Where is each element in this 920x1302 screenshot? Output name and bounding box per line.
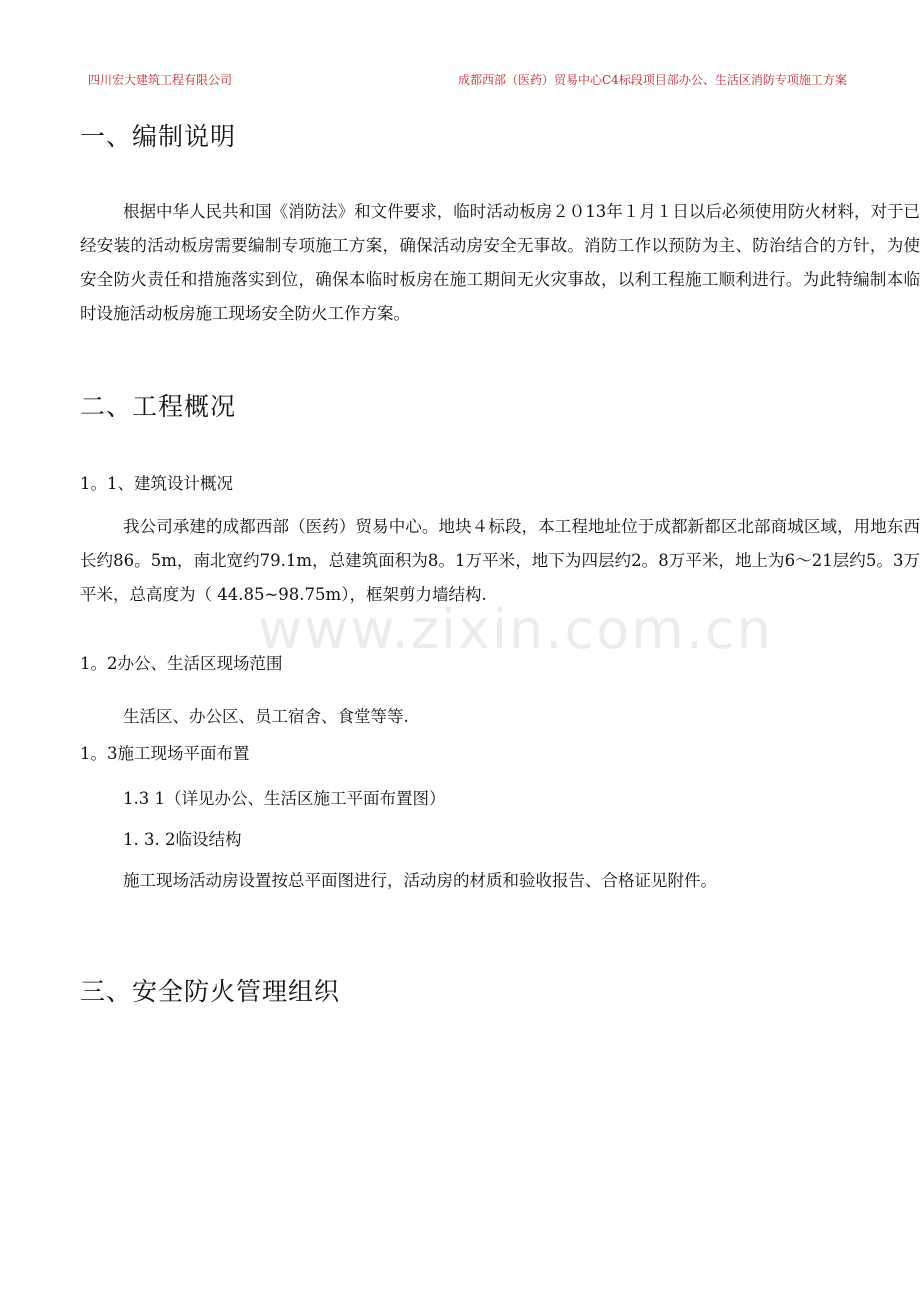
- section-1-paragraph: 根据中华人民共和国《消防法》和文件要求，临时活动板房２０13年１月１日以后必须使用防火材料，对于已经安装的活动板房需要编制专项施工方案，确保活动房安全无事故。消防工作以预防为主、防治结合的方针，为使安全防火责任和措施落实到位，确保本临时板房在施工期间无火灾事故，以利工程施工顺利进行。为此特编制本临时设施活动板房施工现场安全防火工作方案。: [80, 202, 920, 323]
- subsection-1-3-1: 1.3 1（详见办公、生活区施工平面布置图）: [123, 789, 446, 808]
- subsection-1-3-2-heading: 1. 3. 2临设结构: [123, 830, 242, 849]
- section-3-title: 三、安全防火管理组织: [80, 977, 341, 1006]
- subsection-1-1-heading: 1。1、建筑设计概况: [80, 474, 233, 493]
- watermark: www.zixin.com.cn: [258, 598, 773, 661]
- section-1-title: 一、编制说明: [80, 122, 237, 151]
- section-2-title: 二、工程概况: [80, 392, 237, 421]
- subsection-1-2-text: 生活区、办公区、员工宿舍、食堂等等.: [123, 707, 409, 726]
- subsection-1-2-heading: 1。2办公、生活区现场范围: [80, 654, 283, 673]
- subsection-1-1-paragraph: 我公司承建的成都西部（医药）贸易中心。地块４标段，本工程地址位于成都新都区北部商城区域，用地东西长约86。5m，南北宽约79.1m，总建筑面积为8。1万平米，地下为四层约2。8万平米，地上为6～21层约5。3万平米，总高度为（ 44.85~98.75m），框架剪力墙结构.: [80, 517, 920, 604]
- subsection-1-3-heading: 1。3施工现场平面布置: [80, 744, 250, 763]
- header-company: 四川宏大建筑工程有限公司: [88, 73, 233, 87]
- subsection-1-3-2-text: 施工现场活动房设置按总平面图进行，活动房的材质和验收报告、合格证见附件。: [123, 871, 717, 890]
- header-doc-title: 成都西部（医药）贸易中心C4标段项目部办公、生活区消防专项施工方案: [458, 73, 847, 87]
